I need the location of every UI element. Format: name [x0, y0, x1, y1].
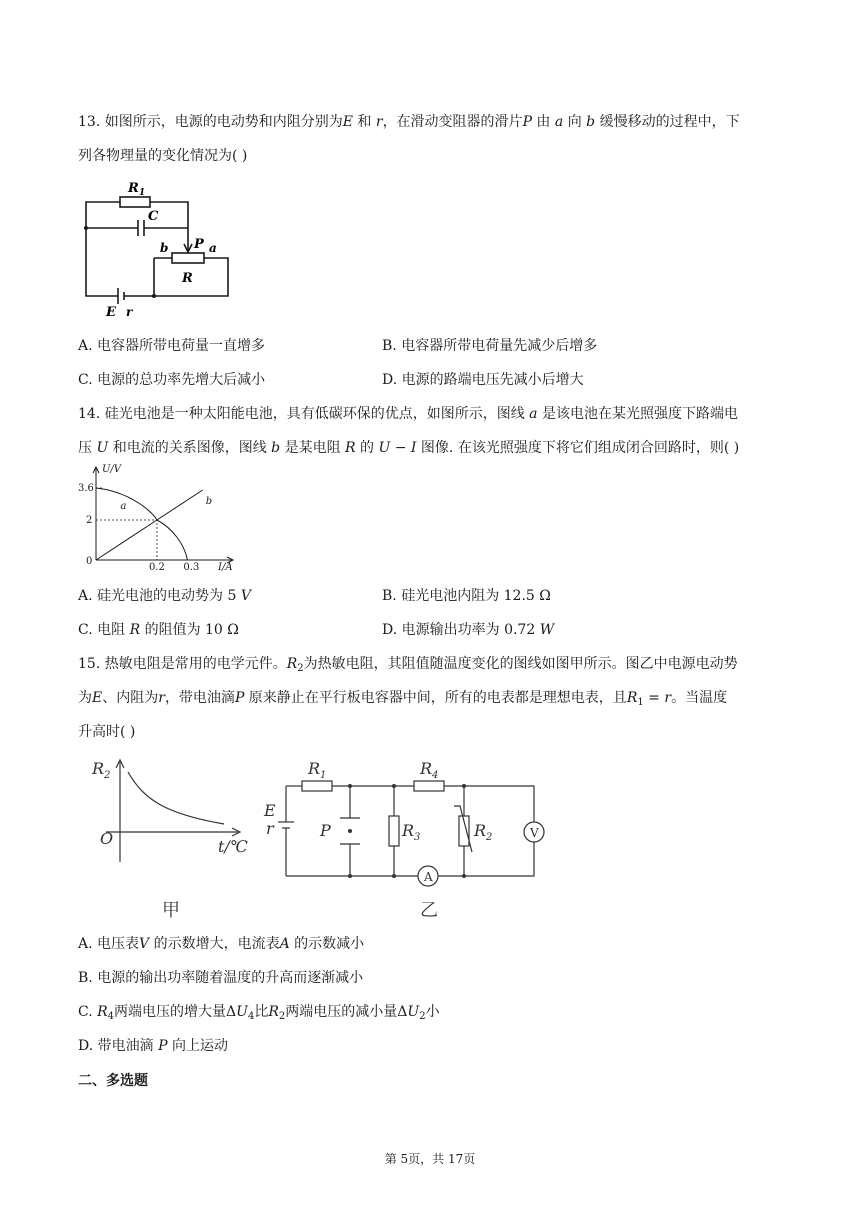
- q15-jia-caption: 甲: [162, 900, 180, 921]
- q15-jia-xlabel: t/℃: [218, 837, 248, 856]
- q15-stem-line3: 升高时( ): [78, 724, 136, 740]
- q14-option-d: D. 电源输出功率为 0.72 W: [382, 622, 555, 638]
- origin-label: 0: [86, 556, 93, 567]
- q15-option-a: A. 电压表V 的示数增大，电流表A 的示数减小: [78, 936, 365, 952]
- q13-label-e: E: [106, 305, 116, 320]
- q13-label-r-small: r: [126, 305, 133, 319]
- q13-option-c: C. 电源的总功率先增大后减小: [78, 372, 266, 388]
- x-tick-0.3: 0.3: [183, 562, 200, 573]
- q15-option-d: D. 带电油滴 P 向上运动: [78, 1038, 228, 1054]
- section-heading: 二、多选题: [78, 1073, 148, 1089]
- q15-yi-label-r: r: [266, 819, 274, 838]
- q13-stem-line1: 13. 如图所示，电源的电动势和内阻分别为E 和 r，在滑动变阻器的滑片P 由 a 向 b 缓慢移动的过程中，下: [78, 114, 740, 130]
- q15-yi-label-r1: $R_1$: [308, 759, 327, 781]
- q13-circuit-figure: [78, 178, 238, 320]
- q15-yi-caption: 乙: [420, 900, 438, 921]
- q13-option-a: A. 电容器所带电荷量一直增多: [78, 338, 266, 354]
- q15-jia-origin: O: [100, 829, 114, 848]
- q15-figure-yi: [256, 752, 556, 927]
- q15-yi-ammeter-label: A: [424, 870, 433, 884]
- y-tick-3.6: 3.6: [78, 483, 94, 494]
- series-b-line: [96, 490, 203, 560]
- q15-figure-jia: [86, 752, 256, 927]
- q15-yi-label-e: E: [264, 801, 276, 820]
- q15-stem-line1: 15. 热敏电阻是常用的电学元件。$R_2$为热敏电阻，其阻值随温度变化的图线如图甲所示。图乙中电源电动势: [78, 656, 738, 674]
- x-tick-0.2: 0.2: [148, 562, 165, 573]
- series-b-label: b: [205, 496, 213, 507]
- q13-stem-line2: 列各物理量的变化情况为( ): [78, 148, 248, 164]
- q15-yi-label-r2: $R_2$: [474, 821, 493, 843]
- q14-stem-line2: 压 U 和电流的关系图像，图线 b 是某电阻 R 的 U − I 图像. 在该光照强度下将它们组成闭合回路时，则( ): [78, 440, 740, 456]
- q13-label-a: a: [209, 241, 217, 255]
- q14-stem-line1: 14. 硅光电池是一种太阳能电池，具有低碳环保的优点，如图所示，图线 a 是该电池在某光照强度下路端电: [78, 406, 738, 422]
- q14-option-c: C. 电阻 R 的阻值为 10 Ω: [78, 622, 239, 638]
- q13-label-p: P: [194, 237, 204, 252]
- q15-yi-label-r3: $R_3$: [402, 821, 421, 843]
- q14-option-a: A. 硅光电池的电动势为 5 V: [78, 588, 251, 604]
- q13-label-r1: $R_1$: [128, 181, 146, 198]
- q13-label-c: C: [148, 209, 159, 224]
- q14-option-b: B. 硅光电池内阻为 12.5 Ω: [382, 588, 551, 604]
- q15-yi-label-p: P: [320, 821, 331, 840]
- q13-label-b: b: [160, 241, 169, 255]
- q13-option-b: B. 电容器所带电荷量先减少后增多: [382, 338, 598, 354]
- q15-option-c: C. $R_4$两端电压的增大量$\Delta U_4$比$R_2$两端电压的减小量$\Delta U_2$小: [78, 1004, 440, 1022]
- series-a-label: a: [120, 501, 127, 512]
- q13-label-r: R: [182, 271, 193, 286]
- q15-option-b: B. 电源的输出功率随着温度的升高而逐渐减小: [78, 970, 364, 986]
- q15-jia-ylabel: $R_2$: [92, 759, 111, 781]
- q14-ui-chart: [78, 462, 238, 576]
- x-axis-label: I/A: [218, 562, 233, 573]
- q15-stem-line2: 为E、内阻为r，带电油滴P 原来静止在平行板电容器中间，所有的电表都是理想电表，且$R_1 = r$。当温度: [78, 690, 728, 708]
- q13-option-d: D. 电源的路端电压先减小后增大: [382, 372, 584, 388]
- y-axis-label: U/V: [102, 464, 122, 475]
- q15-yi-label-r4: $R_4$: [420, 759, 439, 781]
- series-a-line: [96, 488, 187, 560]
- y-tick-2: 2: [86, 515, 93, 526]
- page-footer: 第 5页，共 17页: [384, 1152, 476, 1166]
- q15-yi-voltmeter-label: V: [530, 826, 539, 840]
